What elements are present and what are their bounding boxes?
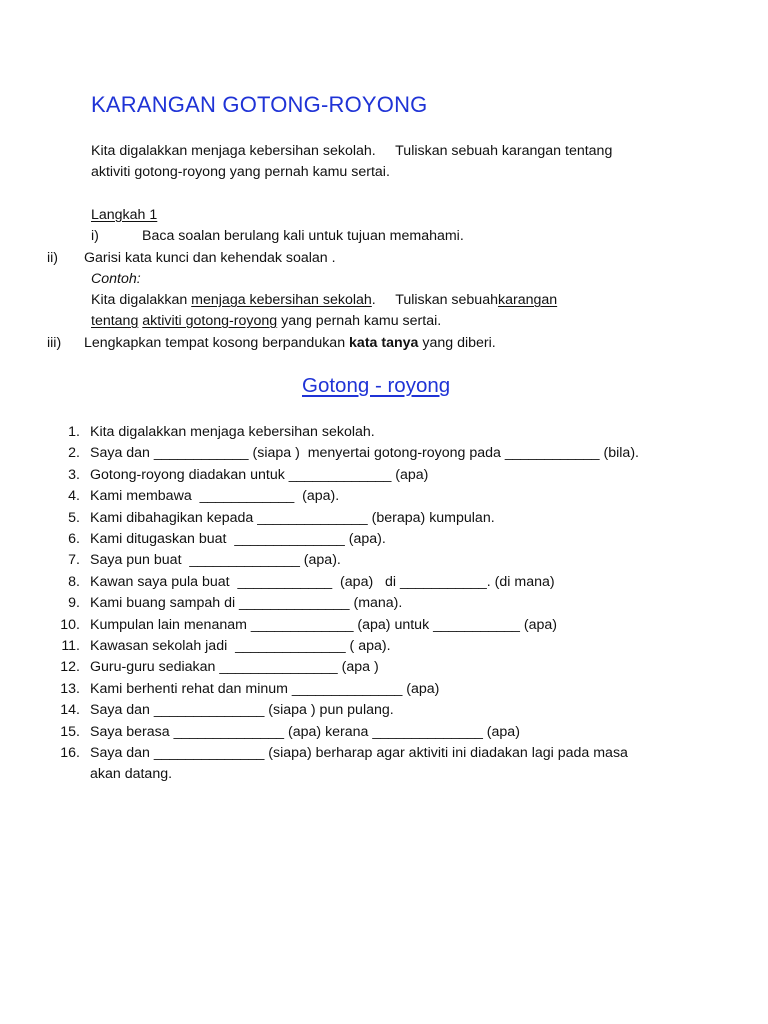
list-item-number: 2. [68, 445, 80, 462]
list-item-number: 5. [68, 509, 80, 526]
list-item-number: 6. [68, 531, 80, 547]
list-item-number: 3. [68, 466, 80, 483]
list-item-text: Kumpulan lain menanam _____________ (apa) untuk ___________ (apa) [90, 616, 557, 633]
example-text: . Tuliskan sebuah [371, 292, 498, 308]
list-item-text: Kawan saya pula buat ____________ (apa) di ___________. (di mana) [90, 573, 555, 590]
list-item-number: 1. [68, 424, 80, 440]
step-ii-label: ii) [47, 250, 59, 266]
list-item-text: Saya dan ______________ (siapa) berharap agar aktiviti ini diadakan lagi pada masa [90, 745, 628, 761]
section-subtitle: Gotong - royong [302, 374, 451, 397]
step-heading: Langkah 1 [91, 207, 158, 223]
step-i-label: i) [91, 228, 99, 244]
step-iii-bold: kata tanya [349, 335, 419, 351]
keyword-underline: karangan [497, 292, 558, 308]
list-item-number: 4. [68, 488, 80, 505]
list-item-text: Saya berasa ______________ (apa) kerana ______________ (apa) [90, 723, 520, 740]
list-item-text: Saya dan ______________ (siapa ) pun pulang. [90, 702, 394, 719]
list-item-text: Kawasan sekolah jadi ______________ ( apa). [90, 638, 391, 654]
list-item-text: Kami ditugaskan buat ______________ (apa). [90, 531, 386, 547]
list-item-number: 14. [60, 702, 80, 719]
list-item-text: Saya dan ____________ (siapa ) menyertai gotong-royong pada ____________ (bila). [90, 445, 639, 462]
list-item-text: Guru-guru sediakan _______________ (apa ) [90, 659, 379, 676]
example-line-2 [91, 312, 441, 330]
list-item-number: 13. [60, 680, 80, 697]
step-ii-text: Garisi kata kunci dan kehendak soalan . [84, 250, 336, 266]
intro-line-2: aktiviti gotong-royong yang pernah kamu sertai. [91, 164, 390, 180]
list-item-number: 15. [60, 723, 80, 740]
keyword-underline: aktiviti gotong-royong [142, 313, 278, 329]
list-item-number: 7. [68, 552, 80, 569]
keyword-underline: menjaga kebersihan sekolah [191, 292, 372, 308]
step-i-text: Baca soalan berulang kali untuk tujuan memahami. [142, 228, 464, 244]
example-label: Contoh: [91, 271, 141, 287]
list-item-number: 8. [68, 573, 80, 590]
list-item-text: Saya pun buat ______________ (apa). [90, 552, 341, 569]
keyword-underline: tentang [91, 313, 139, 329]
list-item-number: 9. [68, 595, 80, 612]
example-text: yang pernah kamu sertai. [277, 313, 442, 329]
intro-line-1: Kita digalakkan menjaga kebersihan sekolah. Tuliskan sebuah karangan tentang [91, 143, 613, 159]
page-title: KARANGAN GOTONG-ROYONG [91, 92, 428, 117]
list-item-number: 12. [60, 659, 80, 676]
item-16-continuation: akan datang. [90, 766, 173, 782]
step-iii-label: iii) [47, 335, 62, 351]
list-item-text: Kami berhenti rehat dan minum ______________ (apa) [90, 680, 440, 697]
list-item-number: 11. [61, 638, 80, 654]
step-iii-text [84, 334, 496, 352]
list-item-number: 16. [60, 745, 80, 761]
step-iii-text-a: Lengkapkan tempat kosong berpandukan [84, 335, 350, 351]
step-iii-text-b: yang diberi. [418, 335, 496, 351]
list-item-text: Kami membawa ____________ (apa). [90, 488, 340, 505]
example-line-1 [91, 291, 557, 309]
list-item-text: Kami dibahagikan kepada ______________ (berapa) kumpulan. [90, 509, 495, 526]
list-item-text: Gotong-royong diadakan untuk _____________ (apa) [90, 466, 429, 483]
list-item-number: 10. [60, 616, 80, 633]
list-item-text: Kita digalakkan menjaga kebersihan sekolah. [90, 424, 375, 440]
list-item-text: Kami buang sampah di ______________ (mana). [90, 595, 403, 612]
example-text: Kita digalakkan [91, 292, 192, 308]
